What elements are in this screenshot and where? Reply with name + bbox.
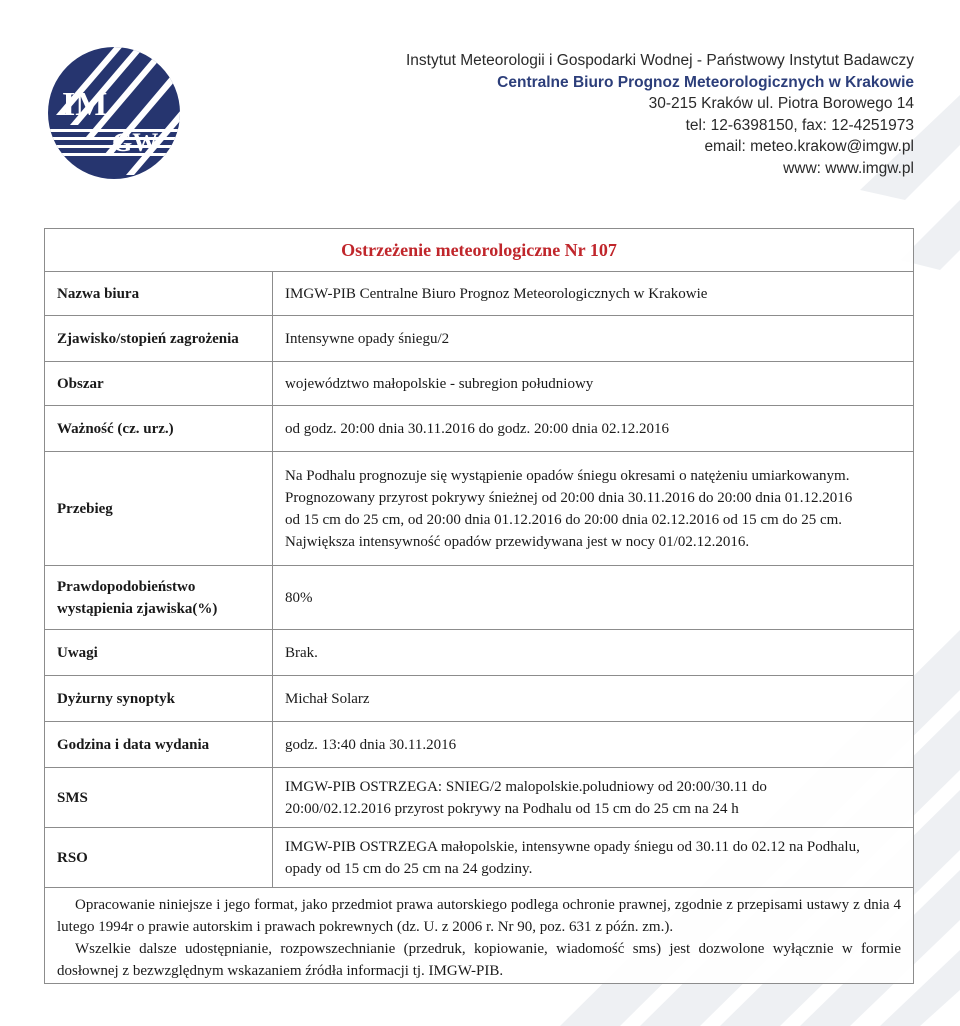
row-value [273, 316, 913, 361]
logo-text-im: IM [62, 86, 108, 123]
copyright-paragraph: Opracowanie niniejsze i jego format, jako przedmiot prawa autorskiego podlega ochronie prawnej, zgodnie z przepisami ustawy z dnia 4 lutego 1994r o prawie autorskim i prawach pokrewnych (dz. U. z 2006 r. Nr 90, poz. 631 z późn. zm.). [57, 897, 901, 935]
row-label: Dyżurny synoptyk [45, 676, 273, 721]
row-value-line: od 15 cm do 25 cm, od 20:00 dnia 01.12.2016 do 20:00 dnia 02.12.2016 od 15 cm do 25 cm. [285, 511, 843, 528]
row-value [273, 272, 913, 315]
row-value-line: IMGW-PIB OSTRZEGA: SNIEG/2 malopolskie.poludniowy od 20:00/30.11 do [285, 778, 767, 795]
table-row [45, 452, 913, 566]
row-value-line: IMGW-PIB Centralne Biuro Prognoz Meteorologicznych w Krakowie [285, 285, 708, 302]
office-name: Centralne Biuro Prognoz Meteorologicznych w Krakowie [497, 73, 914, 91]
logo-text-gw: GW [112, 128, 159, 157]
row-label: Zjawisko/stopień zagrożenia [45, 316, 273, 361]
warning-table [44, 228, 914, 984]
row-value-line: Na Podhalu prognozuje się wystąpienie opadów śniegu okresami o natężeniu umiarkowanym. [285, 467, 850, 484]
table-row [45, 676, 913, 722]
row-value [273, 452, 913, 565]
email: email: meteo.krakow@imgw.pl [704, 138, 914, 155]
row-value-line: od godz. 20:00 dnia 30.11.2016 do godz. 20:00 dnia 02.12.2016 [285, 420, 669, 437]
table-row [45, 272, 913, 316]
row-label: Obszar [45, 362, 273, 405]
row-label: Przebieg [45, 452, 273, 565]
row-value-line: IMGW-PIB OSTRZEGA małopolskie, intensywne opady śniegu od 30.11 do 02.12 na Podhalu, [285, 838, 860, 855]
row-value [273, 630, 913, 675]
row-label: Godzina i data wydania [45, 722, 273, 767]
row-value [273, 566, 913, 629]
row-value-line: godz. 13:40 dnia 30.11.2016 [285, 736, 457, 753]
table-row [45, 768, 913, 828]
row-label: Nazwa biura [45, 272, 273, 315]
table-row [45, 566, 913, 630]
row-value-line: Największa intensywność opadów przewidywana jest w nocy 01/02.12.2016. [285, 533, 750, 550]
imgw-logo [46, 45, 182, 181]
copyright-note [45, 888, 913, 982]
table-row [45, 362, 913, 406]
header-info [406, 50, 914, 179]
table-row [45, 722, 913, 768]
row-value-line: opady od 15 cm do 25 cm na 24 godziny. [285, 860, 533, 877]
institute-name: Instytut Meteorologii i Gospodarki Wodnej - Państwowy Instytut Badawczy [406, 52, 914, 69]
table-row [45, 316, 913, 362]
row-value-line: Brak. [285, 644, 318, 661]
row-value [273, 676, 913, 721]
warning-rows [45, 272, 913, 888]
table-row [45, 406, 913, 452]
table-row [45, 630, 913, 676]
row-value [273, 828, 913, 887]
phone-fax: tel: 12-6398150, fax: 12-4251973 [685, 116, 914, 134]
row-value-line: województwo małopolskie - subregion południowy [285, 375, 594, 392]
row-value [273, 722, 913, 767]
warning-title: Ostrzeżenie meteorologiczne Nr 107 [45, 229, 913, 272]
row-value [273, 768, 913, 827]
row-value-line: Michał Solarz [285, 690, 370, 707]
row-label: SMS [45, 768, 273, 827]
row-label: Ważność (cz. urz.) [45, 406, 273, 451]
website: www: www.imgw.pl [783, 159, 914, 177]
row-value [273, 406, 913, 451]
row-value-line: Intensywne opady śniegu/2 [285, 330, 450, 347]
row-label: Prawdopodobieństwo wystąpienia zjawiska(%) [45, 566, 273, 629]
row-value-line: 80% [285, 589, 313, 606]
copyright-paragraph: Wszelkie dalsze udostępnianie, rozpowszechnianie (przedruk, kopiowanie, wiadomość sms) jest dozwolone wyłącznie w formie dosłownej z bezwzględnym wskazaniem źródła informacji tj. IMGW-PIB. [57, 941, 901, 979]
row-value-line: 20:00/02.12.2016 przyrost pokrywy na Podhalu od 15 cm do 25 cm na 24 h [285, 800, 739, 817]
table-row [45, 828, 913, 888]
row-value [273, 362, 913, 405]
row-label: Uwagi [45, 630, 273, 675]
row-label: RSO [45, 828, 273, 887]
row-value-line: Prognozowany przyrost pokrywy śnieżnej od 20:00 dnia 30.11.2016 do 20:00 dnia 01.12.2016 [285, 489, 853, 506]
address: 30-215 Kraków ul. Piotra Borowego 14 [648, 95, 914, 112]
